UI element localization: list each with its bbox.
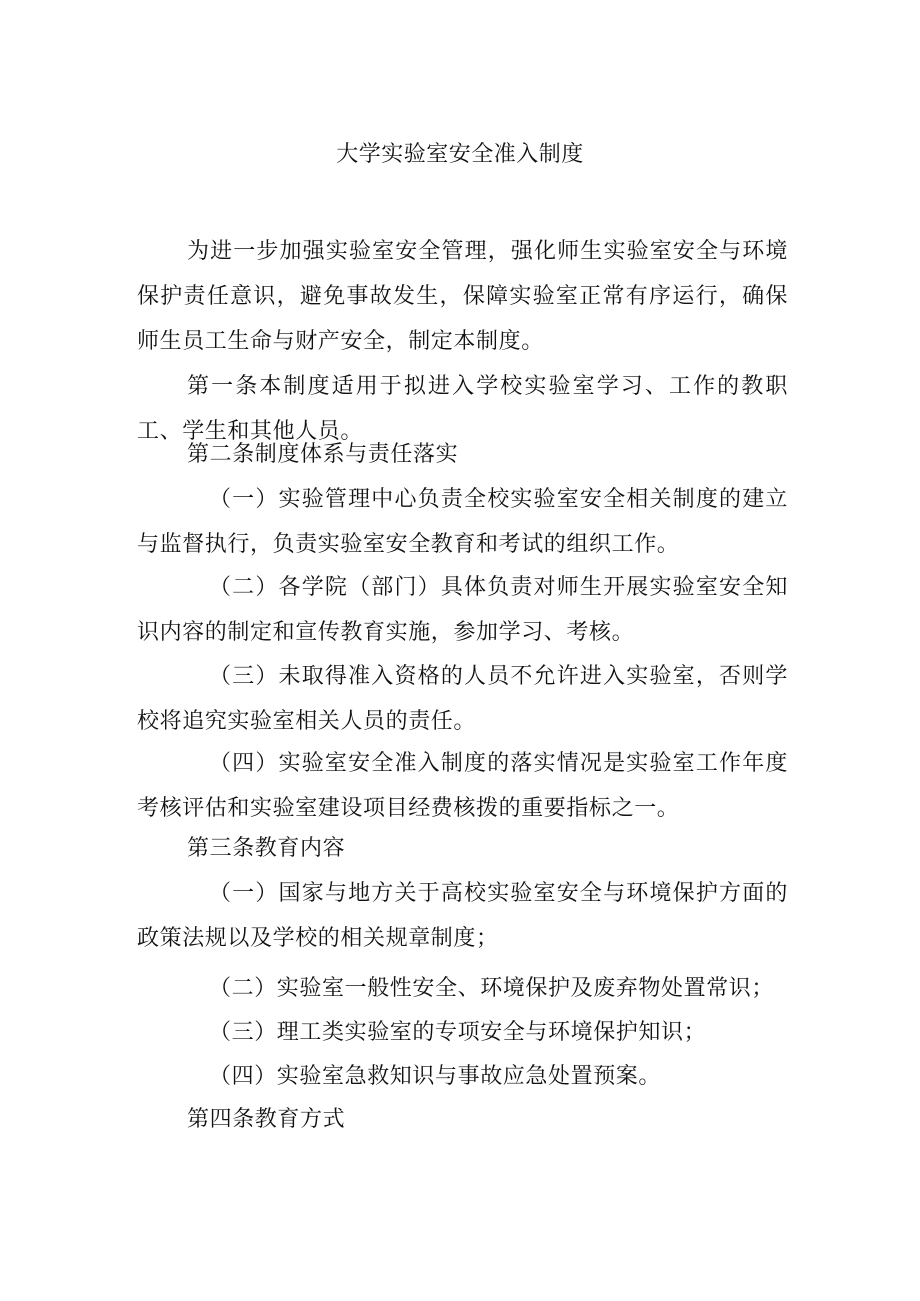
paragraph-article-2-item-3: （三）未取得准入资格的人员不允许进入实验室，否则学校将追究实验室相关人员的责任。 xyxy=(137,664,788,734)
document-title: 大学实验室安全准入制度 xyxy=(336,142,584,167)
paragraph-article-4-heading: 第四条教育方式 xyxy=(187,1107,346,1132)
paragraph-article-3-item-1: （一）国家与地方关于高校实验室安全与环境保护方面的政策法规以及学校的相关规章制度； xyxy=(137,881,788,951)
paragraph-article-2-item-4: （四）实验室安全准入制度的落实情况是实验室工作年度考核评估和实验室建设项目经费核拨的重要指标之一。 xyxy=(137,751,788,821)
paragraph-article-2-item-2: （二）各学院（部门）具体负责对师生开展实验室安全知识内容的制定和宣传教育实施，参加学习、考核。 xyxy=(137,575,788,645)
paragraph-article-3-item-4: （四）实验室急救知识与事故应急处置预案。 xyxy=(209,1064,662,1089)
paragraph-article-3-item-2: （二）实验室一般性安全、环境保护及废弃物处置常识； xyxy=(209,976,775,1001)
paragraph-article-2-heading: 第二条制度体系与责任落实 xyxy=(187,442,459,467)
paragraph-preamble: 为进一步加强实验室安全管理，强化师生实验室安全与环境保护责任意识，避免事故发生，保障实验室正常有序运行，确保师生员工生命与财产安全，制定本制度。 xyxy=(137,239,788,354)
paragraph-article-1: 第一条本制度适用于拟进入学校实验室学习、工作的教职工、学生和其他人员。 xyxy=(137,374,788,444)
paragraph-article-3-item-3: （三）理工类实验室的专项安全与环境保护知识； xyxy=(209,1020,707,1045)
paragraph-article-2-item-1: （一）实验管理中心负责全校实验室安全相关制度的建立与监督执行，负责实验室安全教育和考试的组织工作。 xyxy=(137,487,788,557)
paragraph-article-3-heading: 第三条教育内容 xyxy=(187,836,346,861)
